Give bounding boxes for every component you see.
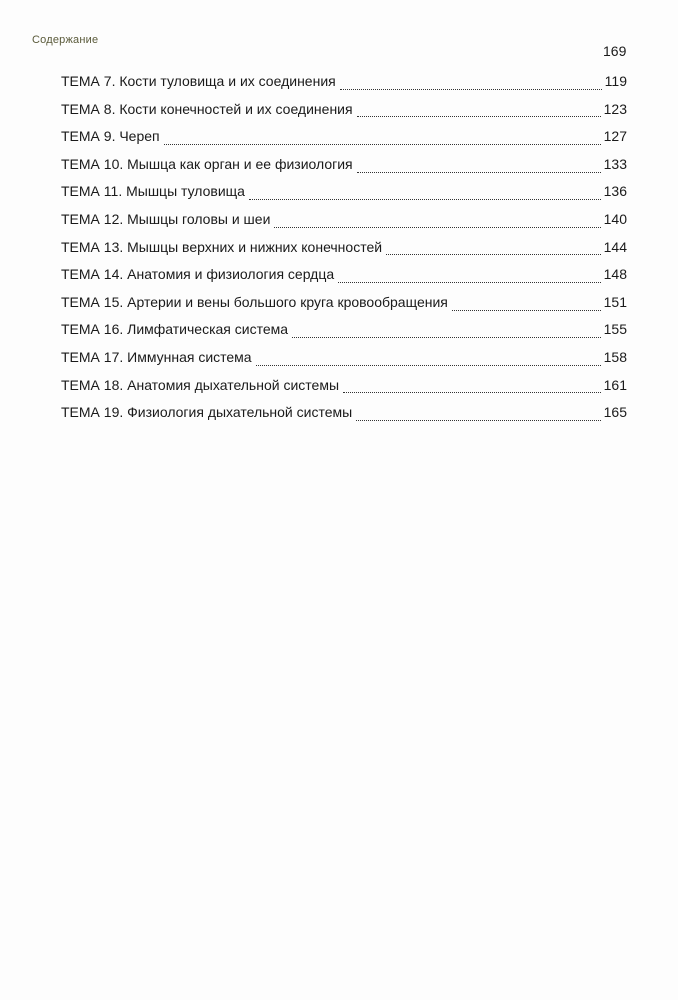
toc-entry-title: ТЕМА 12. Мышцы головы и шеи: [61, 210, 271, 227]
dot-leader: [249, 188, 601, 202]
dot-leader: [292, 326, 601, 340]
toc-entry-title: ТЕМА 15. Артерии и вены большого круга кровообращения: [61, 293, 448, 310]
toc-entry-page: 119: [604, 73, 627, 89]
dot-leader: [164, 133, 601, 147]
dot-leader: [386, 243, 601, 257]
toc-entry-title: ТЕМА 19. Физиология дыхательной системы: [61, 404, 353, 421]
toc-entry-title: ТЕМА 16. Лимфатическая система: [61, 321, 289, 338]
toc-entry: [61, 399, 627, 427]
toc-entry-page: 140: [603, 210, 627, 227]
toc-entry-page: 136: [603, 183, 627, 200]
toc-entry-title: ТЕМА 8. Кости конечностей и их соединения: [61, 100, 353, 117]
dot-leader: [452, 299, 601, 313]
toc-entry-page: 155: [603, 321, 627, 338]
toc-entry-page: 133: [603, 155, 627, 172]
dot-leader: [256, 354, 601, 368]
toc-entry: [61, 68, 627, 96]
dot-leader: [343, 381, 601, 395]
toc-entry: [61, 316, 627, 344]
table-of-contents: [61, 68, 627, 427]
toc-entry: [61, 234, 627, 262]
toc-entry-title: ТЕМА 9. Череп: [61, 128, 160, 145]
toc-entry-page: 148: [603, 266, 627, 283]
toc-entry: [61, 206, 627, 234]
toc-entry: [61, 178, 627, 206]
toc-entry-title: ТЕМА 18. Анатомия дыхательной системы: [61, 376, 340, 393]
toc-entry: [61, 372, 627, 400]
toc-entry-page: 161: [603, 376, 627, 393]
toc-entry-page: 151: [603, 293, 627, 310]
toc-entry: [61, 344, 627, 372]
toc-entry: [61, 151, 627, 179]
toc-entry-title: ТЕМА 14. Анатомия и физиология сердца: [61, 266, 335, 283]
toc-entry: [61, 123, 627, 151]
toc-entry-title: ТЕМА 10. Мышца как орган и ее физиология: [61, 155, 353, 172]
toc-entry-title: ТЕМА 17. Иммунная система: [61, 348, 252, 365]
toc-entry: [61, 289, 627, 317]
dot-leader: [357, 161, 601, 175]
dot-leader: [356, 409, 600, 423]
toc-entry-page: 165: [603, 404, 627, 421]
dot-leader: [274, 216, 600, 230]
toc-entry-page: 127: [603, 128, 627, 145]
toc-entry-title: ТЕМА 7. Кости туловища и их соединения: [61, 73, 336, 89]
dot-leader: [340, 78, 602, 92]
toc-entry-page: 123: [603, 100, 627, 117]
dot-leader: [357, 105, 601, 119]
toc-entry: [61, 261, 627, 289]
toc-entry-page: 144: [603, 238, 627, 255]
toc-entry-title: ТЕМА 11. Мышцы туловища: [61, 183, 245, 200]
toc-entry: [61, 96, 627, 124]
page-number: 169: [603, 43, 627, 59]
toc-entry-page: 158: [603, 348, 627, 365]
running-head: Содержание: [32, 34, 99, 46]
dot-leader: [338, 271, 601, 285]
toc-entry-title: ТЕМА 13. Мышцы верхних и нижних конечностей: [61, 238, 383, 255]
